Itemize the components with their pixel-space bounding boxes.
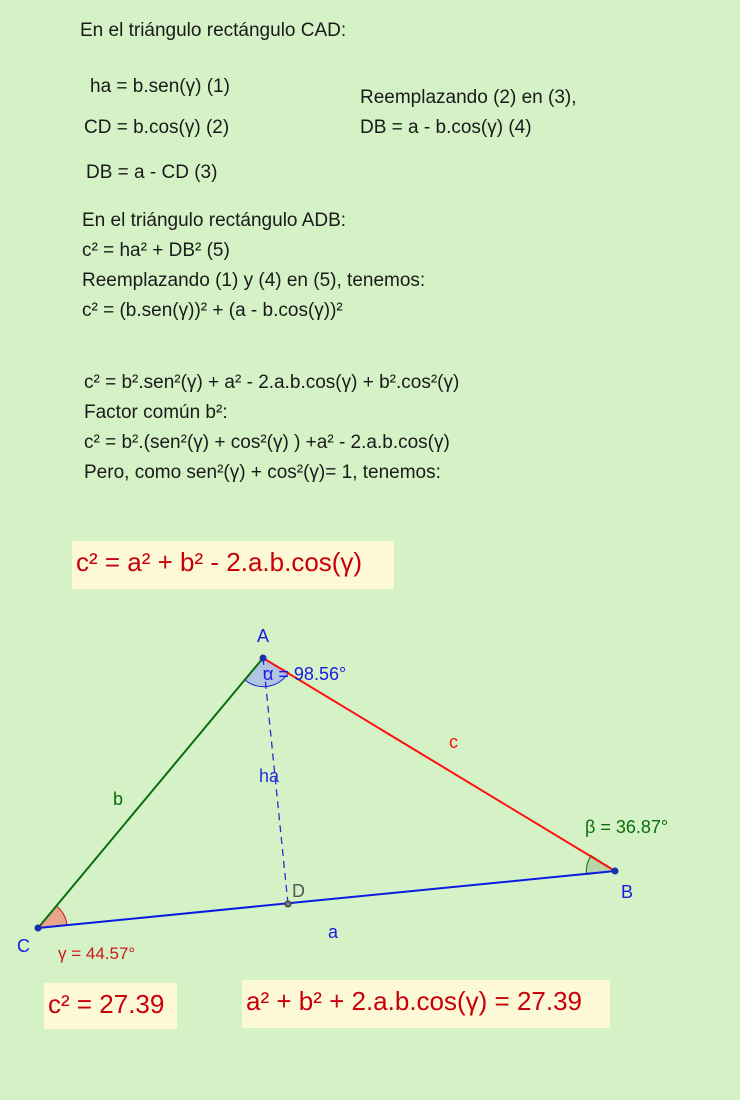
adb-title: En el triángulo rectángulo ADB: — [82, 210, 347, 231]
equation-4: DB = a - b.cos(γ) (4) — [360, 117, 532, 138]
factored-equation: c² = b².(sen²(γ) + cos²(γ) ) +a² - 2.a.b.cos(γ) — [84, 432, 450, 453]
equation-3: DB = a - CD (3) — [86, 162, 218, 183]
expanded-equation: c² = b².sen²(γ) + a² - 2.a.b.cos(γ) + b².cos²(γ) — [84, 372, 460, 393]
equation-2: CD = b.cos(γ) (2) — [84, 117, 230, 138]
label-c: C — [17, 936, 30, 956]
law-of-cosines-box: c² = a² + b² - 2.a.b.cos(γ) — [72, 541, 394, 589]
equation-1: ha = b.sen(γ) (1) — [90, 76, 230, 97]
label-d: D — [292, 881, 305, 901]
law-check-value-box: a² + b² + 2.a.b.cos(γ) = 27.39 — [242, 980, 610, 1028]
identity-note: Pero, como sen²(γ) + cos²(γ)= 1, tenemos: — [84, 462, 441, 483]
point-a[interactable] — [260, 655, 267, 662]
label-height-ha: ha — [259, 766, 280, 786]
label-side-a: a — [328, 922, 339, 942]
factor-title: Factor común b²: — [84, 402, 228, 423]
label-beta: β = 36.87° — [585, 817, 669, 837]
cad-title: En el triángulo rectángulo CAD: — [80, 20, 347, 41]
label-side-b: b — [113, 789, 124, 809]
point-b[interactable] — [612, 868, 619, 875]
c-squared-value-box: c² = 27.39 — [44, 983, 177, 1029]
replace-1-4-in-5: Reemplazando (1) y (4) en (5), tenemos: — [82, 270, 426, 291]
label-side-c: c — [449, 732, 458, 752]
side-b — [38, 658, 263, 928]
label-a: A — [257, 626, 270, 646]
replace-2-in-3: Reemplazando (2) en (3), — [360, 87, 577, 108]
side-a — [38, 871, 615, 928]
point-c[interactable] — [35, 925, 42, 932]
label-gamma: γ = 44.57° — [58, 944, 136, 963]
label-alpha: α = 98.56° — [263, 664, 347, 684]
equation-5: c² = ha² + DB² (5) — [82, 240, 230, 261]
side-c — [263, 658, 615, 871]
label-b: B — [621, 882, 634, 902]
equation-6: c² = (b.sen(γ))² + (a - b.cos(γ))² — [82, 300, 343, 321]
point-d[interactable] — [285, 901, 291, 907]
